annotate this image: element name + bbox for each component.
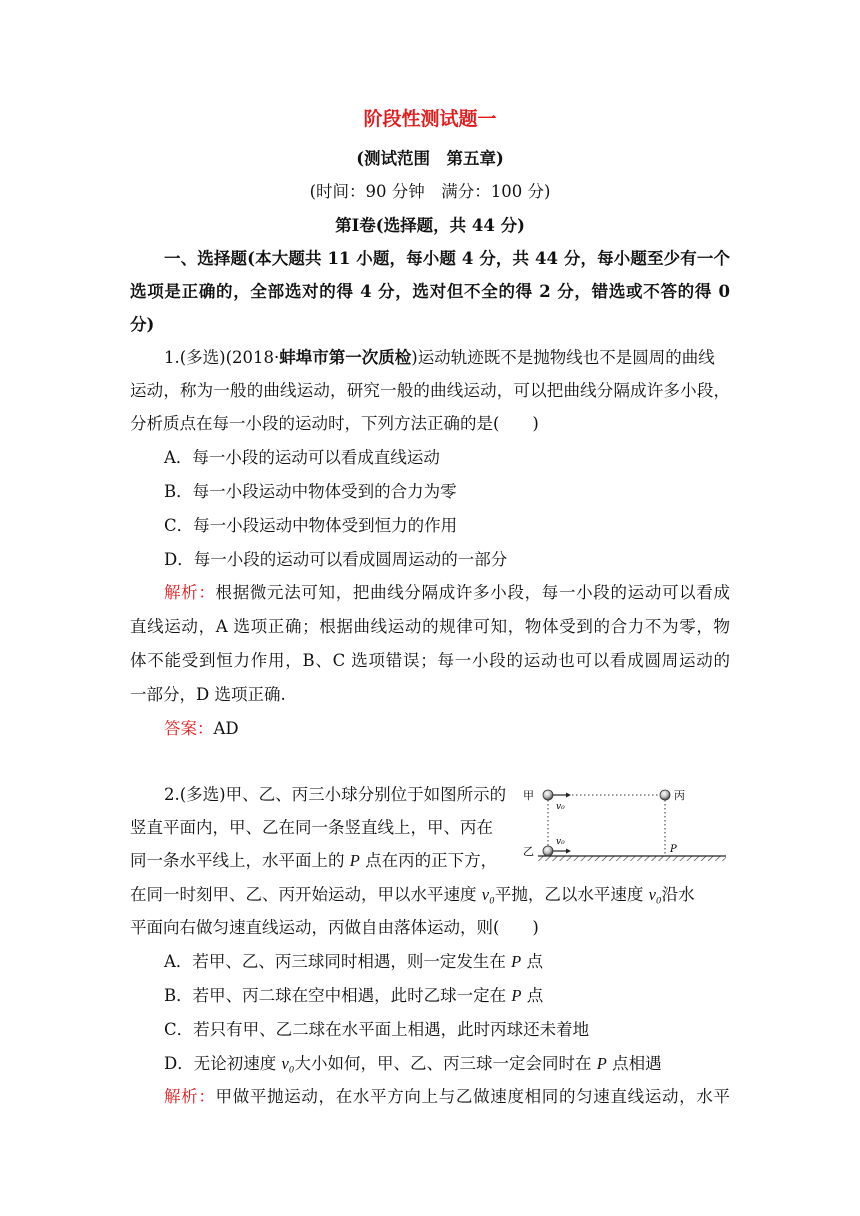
q2-stem-line-3 — [130, 850, 497, 872]
q2-stem-4c: 沿水 — [661, 885, 695, 904]
q1-answer — [164, 718, 239, 740]
q2-option-b — [164, 985, 543, 1007]
q1-analysis-line-3: 体不能受到恒力作用，B、C 选项错误；每一小段的运动也可以看成圆周运动的 — [130, 651, 730, 670]
q2-analysis-label: 解析： — [164, 1087, 216, 1106]
q1-stem-line-2: 运动，称为一般的曲线运动，研究一般的曲线运动，可以把曲线分隔成许多小段， — [130, 381, 730, 400]
test-scope: (测试范围 第五章) — [356, 149, 504, 168]
instructions-line-1: 一、选择题(本大题共 11 小题，每小题 4 分，共 44 分，每小题至少有一个 — [164, 249, 730, 268]
q2-point-p: P — [349, 851, 360, 870]
arrowhead-yi — [566, 849, 571, 854]
q2-option-b-end: 点 — [521, 986, 544, 1005]
q2-option-d-v0: v₀ — [281, 1054, 295, 1073]
q2-option-a-text: A．若甲、乙、丙三球同时相遇，则一定发生在 — [164, 952, 512, 971]
q2-v0-1: v₀ — [481, 885, 495, 904]
q2-stem-line-5: 平面向右做匀速直线运动，丙做自由落体运动，则( ) — [130, 918, 539, 937]
q2-option-a — [164, 951, 543, 973]
q1-stem-line-3: 分析质点在每一小段的运动时，下列方法正确的是( ) — [130, 414, 539, 433]
q2-option-d — [164, 1053, 662, 1075]
q2-option-b-text: B．若甲、丙二球在空中相遇，此时乙球一定在 — [164, 986, 512, 1005]
q2-stem-line-2: 竖直平面内，甲、乙在同一条竖直线上，甲、丙在 — [130, 818, 493, 837]
page-title: 阶段性测试题一 — [363, 108, 497, 130]
q2-option-d-c: 点相遇 — [606, 1054, 662, 1073]
q1-option-d: D．每一小段的运动可以看成圆周运动的一部分 — [164, 550, 508, 569]
q2-stem-3b: 点在丙的正下方， — [359, 851, 498, 870]
q2-stem-4b: 平抛，乙以水平速度 — [494, 885, 649, 904]
q2-option-b-p: P — [511, 986, 522, 1005]
q2-v0-2: v₀ — [648, 885, 662, 904]
q1-answer-value: AD — [213, 719, 239, 738]
q2-option-d-a: D．无论初速度 — [164, 1054, 282, 1073]
q2-option-c: C．若只有甲、乙二球在水平面上相遇，此时丙球还未着地 — [164, 1020, 590, 1039]
ground-hatch — [538, 856, 726, 861]
q1-source: 蚌埠市第一次质检 — [279, 348, 412, 367]
q2-stem-line-1: 2.(多选)甲、乙、丙三小球分别位于如图所示的 — [164, 785, 507, 804]
label-jia: 甲 — [523, 789, 534, 802]
time-score: (时间：90 分钟 满分：100 分) — [309, 182, 551, 201]
q1-analysis-line-2: 直线运动，A 选项正确；根据曲线运动的规律可知，物体受到的合力不为零，物 — [130, 617, 730, 636]
label-p: P — [670, 844, 677, 855]
label-v0-jia: v₀ — [556, 802, 565, 812]
motion-diagram — [520, 780, 732, 872]
ball-bing — [660, 790, 670, 800]
label-yi: 乙 — [523, 845, 534, 858]
q1-analysis-label: 解析： — [164, 583, 216, 602]
q1-stem-rest: )运动轨迹既不是抛物线也不是圆周的曲线 — [411, 348, 715, 367]
q1-analysis-line-4: 一部分，D 选项正确. — [130, 685, 286, 704]
q1-option-b: B．每一小段运动中物体受到的合力为零 — [164, 482, 457, 501]
instructions-line-3: 分) — [130, 315, 155, 334]
q1-answer-label: 答案： — [164, 719, 214, 738]
q2-stem-line-4 — [130, 884, 730, 906]
q2-analysis-text-1: 甲做平抛运动，在水平方向上与乙做速度相同的匀速直线运动，水平 — [215, 1087, 730, 1106]
q2-option-d-p: P — [596, 1054, 607, 1073]
q1-option-c: C．每一小段运动中物体受到恒力的作用 — [164, 516, 458, 535]
q1-stem-line-1 — [164, 347, 715, 369]
q1-option-a: A．每一小段的运动可以看成直线运动 — [164, 448, 440, 467]
ball-yi — [543, 846, 553, 856]
arrowhead-jia — [566, 793, 571, 798]
q2-stem-4a: 在同一时刻甲、乙、丙开始运动，甲以水平速度 — [130, 885, 482, 904]
q2-analysis-line-1 — [164, 1086, 730, 1108]
instructions-line-2: 选项是正确的，全部选对的得 4 分，选对但不全的得 2 分，错选或不答的得 0 — [130, 282, 730, 301]
q2-option-a-end: 点 — [521, 952, 544, 971]
q1-analysis-text-1: 根据微元法可知，把曲线分隔成许多小段，每一小段的运动可以看成 — [215, 583, 730, 602]
label-v0-yi: v₀ — [556, 837, 565, 847]
q1-analysis-line-1 — [164, 582, 730, 604]
ball-jia — [543, 790, 553, 800]
label-bing: 丙 — [674, 789, 685, 802]
q2-option-d-b: 大小如何，甲、乙、丙三球一定会同时在 — [294, 1054, 597, 1073]
section-heading: 第Ⅰ卷(选择题，共 44 分) — [335, 216, 525, 235]
q2-option-a-p: P — [511, 952, 522, 971]
q2-stem-3a: 同一条水平线上，水平面上的 — [130, 851, 350, 870]
q1-prefix: 1.(多选)(2018· — [164, 348, 280, 367]
